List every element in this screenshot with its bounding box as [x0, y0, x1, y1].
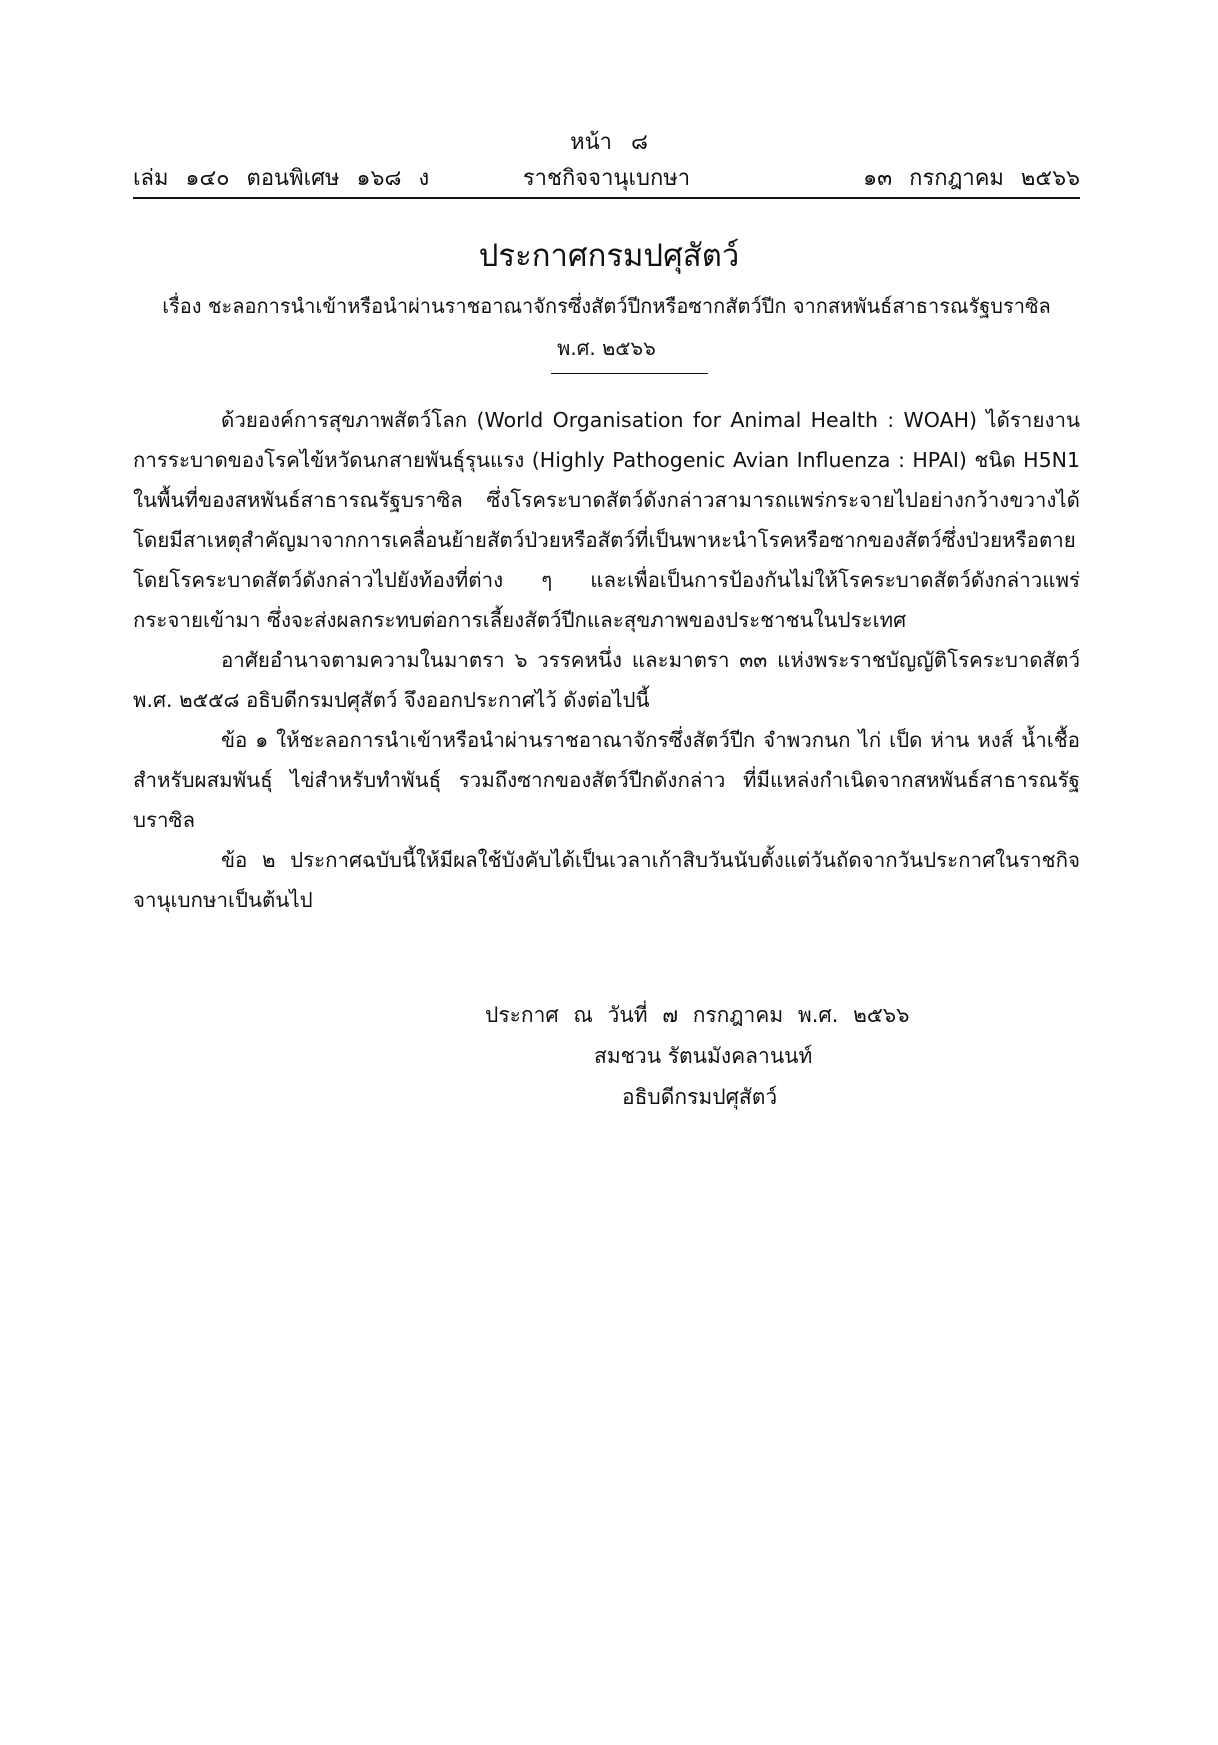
- paragraph-clause-1: ข้อ ๑ ให้ชะลอการนำเข้าหรือนำผ่านราชอาณาจักรซึ่งสัตว์ปีก จำพวกนก ไก่ เป็ด ห่าน หงส์ น้ำเชื้อสำหรับผสมพันธุ์ ไข่สำหรับทำพันธุ์ รวมถึงซากของสัตว์ปีกดังกล่าว ที่มีแหล่งกำเนิดจากสหพันธ์สาธารณรัฐบราซิล: [133, 728, 1080, 832]
- announcement-subject: [133, 285, 1080, 369]
- signatory-name: สมชวน รัตนมังคลานนท์: [594, 1044, 813, 1068]
- page-number: หน้า ๘: [570, 130, 648, 155]
- subject-line: เรื่อง ชะลอการนำเข้าหรือนำผ่านราชอาณาจักรซึ่งสัตว์ปีกหรือซากสัตว์ปีก จากสหพันธ์สาธารณรัฐบราซิล: [162, 294, 1051, 318]
- signatory-position: อธิบดีกรมปศุสัตว์: [622, 1085, 778, 1109]
- title-divider: [551, 373, 708, 374]
- gazette-header: [133, 160, 1080, 192]
- paragraph-preamble: ด้วยองค์การสุขภาพสัตว์โลก (World Organisation for Animal Health : WOAH) ได้รายงานการระบาดของโรคไข้หวัดนกสายพันธุ์รุนแรง (Highly Pathogenic Avian Influenza : HPAI) ชนิด H5N1 ในพื้นที่ของสหพันธ์สาธารณรัฐบราซิล ซึ่งโรคระบาดสัตว์ดังกล่าวสามารถแพร่กระจายไปอย่างกว้างขวางได้ โดยมีสาเหตุสำคัญมาจากการเคลื่อนย้ายสัตว์ป่วยหรือสัตว์ที่เป็นพาหะนำโรคหรือซากของสัตว์ซึ่งป่วยหรือตายโดยโรคระบาดสัตว์ดังกล่าวไปยังท้องที่ต่าง ๆ และเพื่อเป็นการป้องกันไม่ให้โรคระบาดสัตว์ดังกล่าวแพร่กระจายเข้ามา ซึ่งจะส่งผลกระทบต่อการเลี้ยงสัตว์ปีกและสุขภาพของประชาชนในประเทศ: [133, 408, 1080, 632]
- gazette-name: ราชกิจจานุเบกษา: [522, 166, 691, 191]
- announcement-title: ประกาศกรมปศุสัตว์: [478, 238, 740, 274]
- subject-year: พ.ศ. ๒๕๖๖: [557, 336, 656, 360]
- gazette-volume: เล่ม ๑๔๐ ตอนพิเศษ ๑๖๘ ง: [133, 166, 430, 191]
- announcement-body: [133, 400, 1080, 920]
- announcement-date: ประกาศ ณ วันที่ ๗ กรกฎาคม พ.ศ. ๒๕๖๖: [485, 1003, 910, 1027]
- paragraph-clause-2: ข้อ ๒ ประกาศฉบับนี้ให้มีผลใช้บังคับได้เป็นเวลาเก้าสิบวันนับตั้งแต่วันถัดจากวันประกาศในราชกิจจานุเบกษาเป็นต้นไป: [133, 848, 1080, 912]
- header-divider: [133, 197, 1080, 199]
- paragraph-authority: อาศัยอำนาจตามความในมาตรา ๖ วรรคหนึ่ง และมาตรา ๓๓ แห่งพระราชบัญญัติโรคระบาดสัตว์ พ.ศ. ๒๕๕๘ อธิบดีกรมปศุสัตว์ จึงออกประกาศไว้ ดังต่อไปนี้: [133, 648, 1080, 712]
- gazette-date: ๑๓ กรกฎาคม ๒๕๖๖: [863, 166, 1080, 191]
- signature-block: [440, 995, 960, 1118]
